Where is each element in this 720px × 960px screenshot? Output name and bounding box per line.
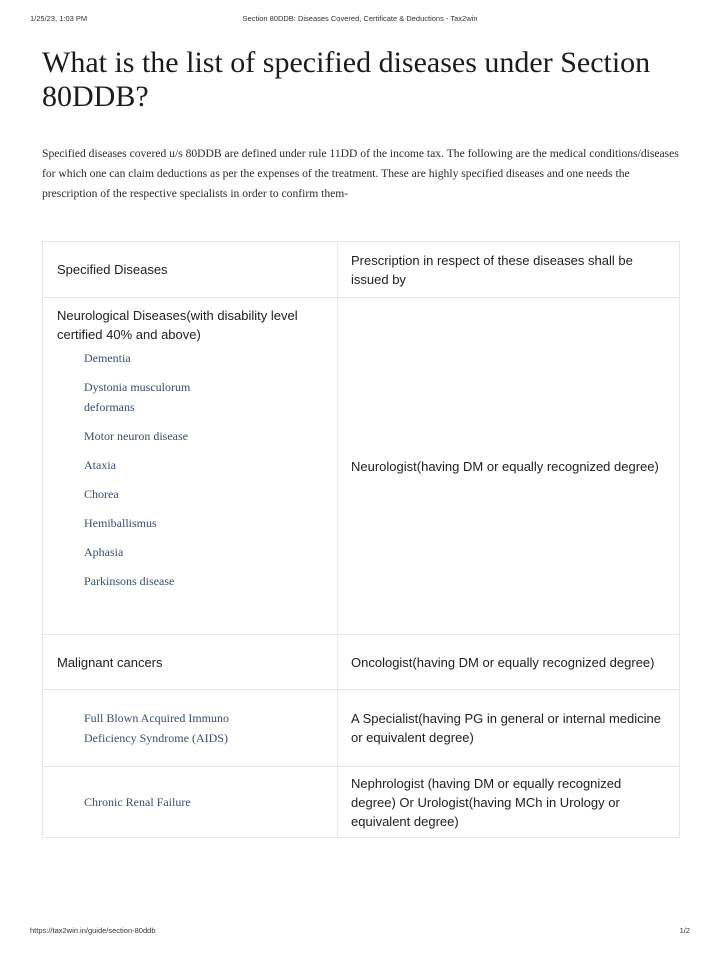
table-header-row: [43, 242, 680, 298]
list-item: Dystonia musculorum deformans: [84, 380, 191, 414]
disease-cell: [43, 767, 338, 838]
prescriber-cell: Nephrologist (having DM or equally recognized degree) Or Urologist(having MCh in Urology or equivalent degree): [338, 767, 680, 838]
print-date: 1/25/23, 1:03 PM: [30, 14, 88, 23]
print-footer: [30, 926, 690, 940]
list-item: Dementia: [84, 351, 131, 365]
print-doc-title: Section 80DDB: Diseases Covered, Certificate & Deductions - Tax2win: [242, 14, 478, 23]
disease-name: Neurological Diseases(with disability level certified 40% and above): [57, 308, 298, 342]
list-item: Aphasia: [84, 545, 124, 559]
prescriber-cell: A Specialist(having PG in general or internal medicine or equivalent degree): [338, 690, 680, 767]
neuro-sub-list: [57, 348, 325, 591]
print-header: [30, 14, 690, 28]
list-item: Ataxia: [84, 458, 116, 472]
list-item: Hemiballismus: [84, 516, 157, 530]
disease-name: Chronic Renal Failure: [84, 795, 191, 809]
disease-name: Full Blown Acquired Immuno Deficiency Syndrome (AIDS): [84, 711, 229, 745]
table-row: [43, 635, 680, 690]
disease-cell: [43, 298, 338, 635]
page-title: What is the list of specified diseases under Section 80DDB?: [42, 46, 651, 113]
page-number: 1/2: [679, 926, 690, 935]
prescriber-cell: Neurologist(having DM or equally recognized degree): [338, 298, 680, 635]
intro-paragraph: Specified diseases covered u/s 80DDB are defined under rule 11DD of the income tax. The following are the medical conditions/diseases for which one can claim deductions as per the expenses of the treatment. These are highly specified diseases and one needs the prescription of the respective specialists in order to confirm them-: [42, 147, 679, 200]
disease-cell: Malignant cancers: [43, 635, 338, 690]
header-prescription: Prescription in respect of these diseases shall be issued by: [338, 242, 680, 298]
table-row: [43, 690, 680, 767]
list-item: Parkinsons disease: [84, 574, 175, 588]
table-row: [43, 767, 680, 838]
print-url: https://tax2win.in/guide/section-80ddb: [30, 926, 156, 935]
list-item: Motor neuron disease: [84, 429, 188, 443]
prescriber-cell: Oncologist(having DM or equally recognized degree): [338, 635, 680, 690]
disease-cell: [43, 690, 338, 767]
header-specified-diseases: Specified Diseases: [43, 242, 338, 298]
list-item: Chorea: [84, 487, 119, 501]
table-row: [43, 298, 680, 635]
diseases-table: [42, 241, 680, 838]
